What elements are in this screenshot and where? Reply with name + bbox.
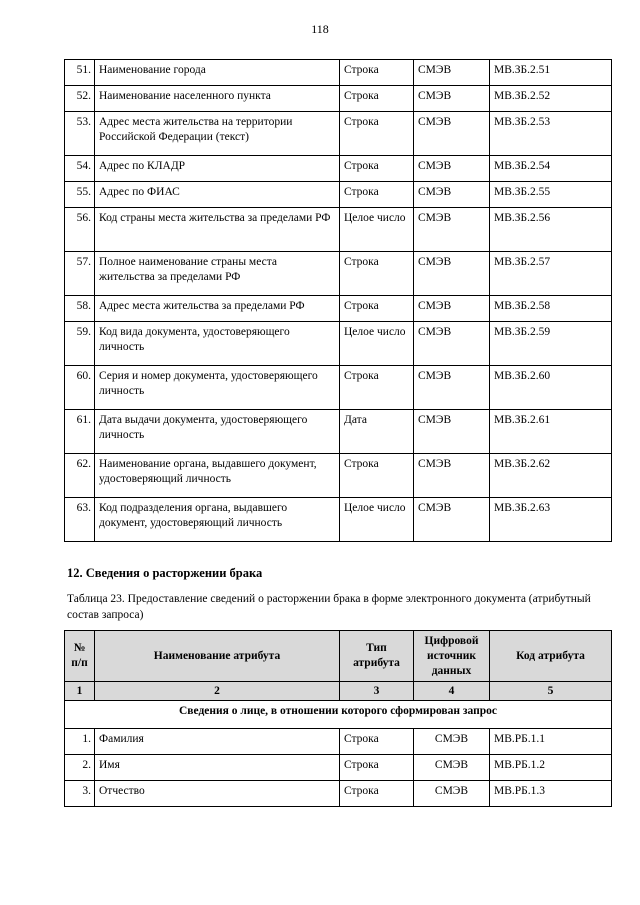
cell-code: МВ.ЗБ.2.58 xyxy=(490,296,612,322)
cell-num: 2. xyxy=(65,755,95,781)
group-row xyxy=(65,701,612,729)
cell-type: Целое число xyxy=(340,322,414,366)
cell-name: Дата выдачи документа, удостоверяющего личность xyxy=(95,410,340,454)
cell-num: 51. xyxy=(65,60,95,86)
table-row xyxy=(65,454,612,498)
cell-num: 61. xyxy=(65,410,95,454)
table-row xyxy=(65,366,612,410)
cell-name: Отчество xyxy=(95,781,340,807)
header-code: Код атрибута xyxy=(490,631,612,682)
cell-type: Строка xyxy=(340,60,414,86)
cell-code: МВ.ЗБ.2.61 xyxy=(490,410,612,454)
divorce-attributes-table xyxy=(64,630,612,807)
cell-code: МВ.ЗБ.2.55 xyxy=(490,182,612,208)
cell-type: Строка xyxy=(340,755,414,781)
cell-source: СМЭВ xyxy=(414,252,490,296)
cell-code: МВ.ЗБ.2.53 xyxy=(490,112,612,156)
cell-source: СМЭВ xyxy=(414,60,490,86)
cell-num: 58. xyxy=(65,296,95,322)
cell-code: МВ.ЗБ.2.56 xyxy=(490,208,612,252)
cell-type: Целое число xyxy=(340,498,414,542)
cell-num: 60. xyxy=(65,366,95,410)
cell-code: МВ.ЗБ.2.63 xyxy=(490,498,612,542)
column-number: 2 xyxy=(95,682,340,701)
cell-num: 52. xyxy=(65,86,95,112)
cell-code: МВ.ЗБ.2.62 xyxy=(490,454,612,498)
attributes-table-continued xyxy=(64,59,612,542)
cell-source: СМЭВ xyxy=(414,781,490,807)
cell-type: Строка xyxy=(340,252,414,296)
cell-type: Строка xyxy=(340,454,414,498)
table-row xyxy=(65,755,612,781)
cell-type: Дата xyxy=(340,410,414,454)
cell-source: СМЭВ xyxy=(414,755,490,781)
cell-name: Адрес по КЛАДР xyxy=(95,156,340,182)
cell-code: МВ.ЗБ.2.60 xyxy=(490,366,612,410)
cell-source: СМЭВ xyxy=(414,86,490,112)
cell-name: Полное наименование страны места жительства за пределами РФ xyxy=(95,252,340,296)
table-header-row xyxy=(65,631,612,682)
cell-type: Строка xyxy=(340,366,414,410)
header-type: Тип атрибута xyxy=(340,631,414,682)
cell-name: Код страны места жительства за пределами РФ xyxy=(95,208,340,252)
cell-code: МВ.ЗБ.2.59 xyxy=(490,322,612,366)
cell-source: СМЭВ xyxy=(414,410,490,454)
header-num: № п/п xyxy=(65,631,95,682)
header-source: Цифровой источник данных xyxy=(414,631,490,682)
cell-num: 53. xyxy=(65,112,95,156)
table-row xyxy=(65,86,612,112)
table-row xyxy=(65,322,612,366)
table-caption: Таблица 23. Предоставление сведений о расторжении брака в форме электронного документа (атрибутный состав запроса) xyxy=(67,593,591,621)
cell-type: Строка xyxy=(340,296,414,322)
cell-name: Код подразделения органа, выдавшего документ, удостоверяющий личность xyxy=(95,498,340,542)
table-row xyxy=(65,208,612,252)
table-row xyxy=(65,182,612,208)
cell-source: СМЭВ xyxy=(414,322,490,366)
cell-source: СМЭВ xyxy=(414,112,490,156)
table-row xyxy=(65,781,612,807)
cell-name: Фамилия xyxy=(95,729,340,755)
table-row xyxy=(65,410,612,454)
table-row xyxy=(65,156,612,182)
cell-name: Адрес места жительства за пределами РФ xyxy=(95,296,340,322)
cell-type: Строка xyxy=(340,729,414,755)
cell-type: Строка xyxy=(340,86,414,112)
table-row xyxy=(65,498,612,542)
cell-name: Наименование органа, выдавшего документ, удостоверяющий личность xyxy=(95,454,340,498)
cell-type: Целое число xyxy=(340,208,414,252)
cell-code: МВ.ЗБ.2.51 xyxy=(490,60,612,86)
cell-source: СМЭВ xyxy=(414,366,490,410)
cell-num: 57. xyxy=(65,252,95,296)
cell-num: 54. xyxy=(65,156,95,182)
table-row xyxy=(65,60,612,86)
cell-name: Серия и номер документа, удостоверяющего личность xyxy=(95,366,340,410)
cell-num: 1. xyxy=(65,729,95,755)
cell-code: МВ.РБ.1.3 xyxy=(490,781,612,807)
cell-code: МВ.ЗБ.2.54 xyxy=(490,156,612,182)
cell-source: СМЭВ xyxy=(414,454,490,498)
cell-name: Наименование населенного пункта xyxy=(95,86,340,112)
table-row xyxy=(65,729,612,755)
cell-name: Адрес места жительства на территории Российской Федерации (текст) xyxy=(95,112,340,156)
cell-num: 55. xyxy=(65,182,95,208)
cell-code: МВ.РБ.1.2 xyxy=(490,755,612,781)
column-number: 1 xyxy=(65,682,95,701)
cell-type: Строка xyxy=(340,112,414,156)
cell-source: СМЭВ xyxy=(414,296,490,322)
cell-type: Строка xyxy=(340,781,414,807)
column-number: 4 xyxy=(414,682,490,701)
table-row xyxy=(65,112,612,156)
header-name: Наименование атрибута xyxy=(95,631,340,682)
group-title: Сведения о лице, в отношении которого сформирован запрос xyxy=(65,701,612,729)
cell-code: МВ.ЗБ.2.57 xyxy=(490,252,612,296)
table-row xyxy=(65,252,612,296)
page-number: 118 xyxy=(311,22,329,36)
cell-code: МВ.РБ.1.1 xyxy=(490,729,612,755)
cell-source: СМЭВ xyxy=(414,182,490,208)
column-number-row xyxy=(65,682,612,701)
cell-source: СМЭВ xyxy=(414,156,490,182)
cell-num: 63. xyxy=(65,498,95,542)
cell-source: СМЭВ xyxy=(414,729,490,755)
cell-num: 59. xyxy=(65,322,95,366)
cell-name: Наименование города xyxy=(95,60,340,86)
cell-num: 56. xyxy=(65,208,95,252)
cell-code: МВ.ЗБ.2.52 xyxy=(490,86,612,112)
column-number: 3 xyxy=(340,682,414,701)
cell-type: Строка xyxy=(340,182,414,208)
column-number: 5 xyxy=(490,682,612,701)
cell-name: Имя xyxy=(95,755,340,781)
cell-num: 62. xyxy=(65,454,95,498)
cell-type: Строка xyxy=(340,156,414,182)
cell-name: Адрес по ФИАС xyxy=(95,182,340,208)
cell-source: СМЭВ xyxy=(414,208,490,252)
cell-num: 3. xyxy=(65,781,95,807)
cell-name: Код вида документа, удостоверяющего личность xyxy=(95,322,340,366)
section-heading: 12. Сведения о расторжении брака xyxy=(67,566,263,580)
cell-source: СМЭВ xyxy=(414,498,490,542)
table-row xyxy=(65,296,612,322)
